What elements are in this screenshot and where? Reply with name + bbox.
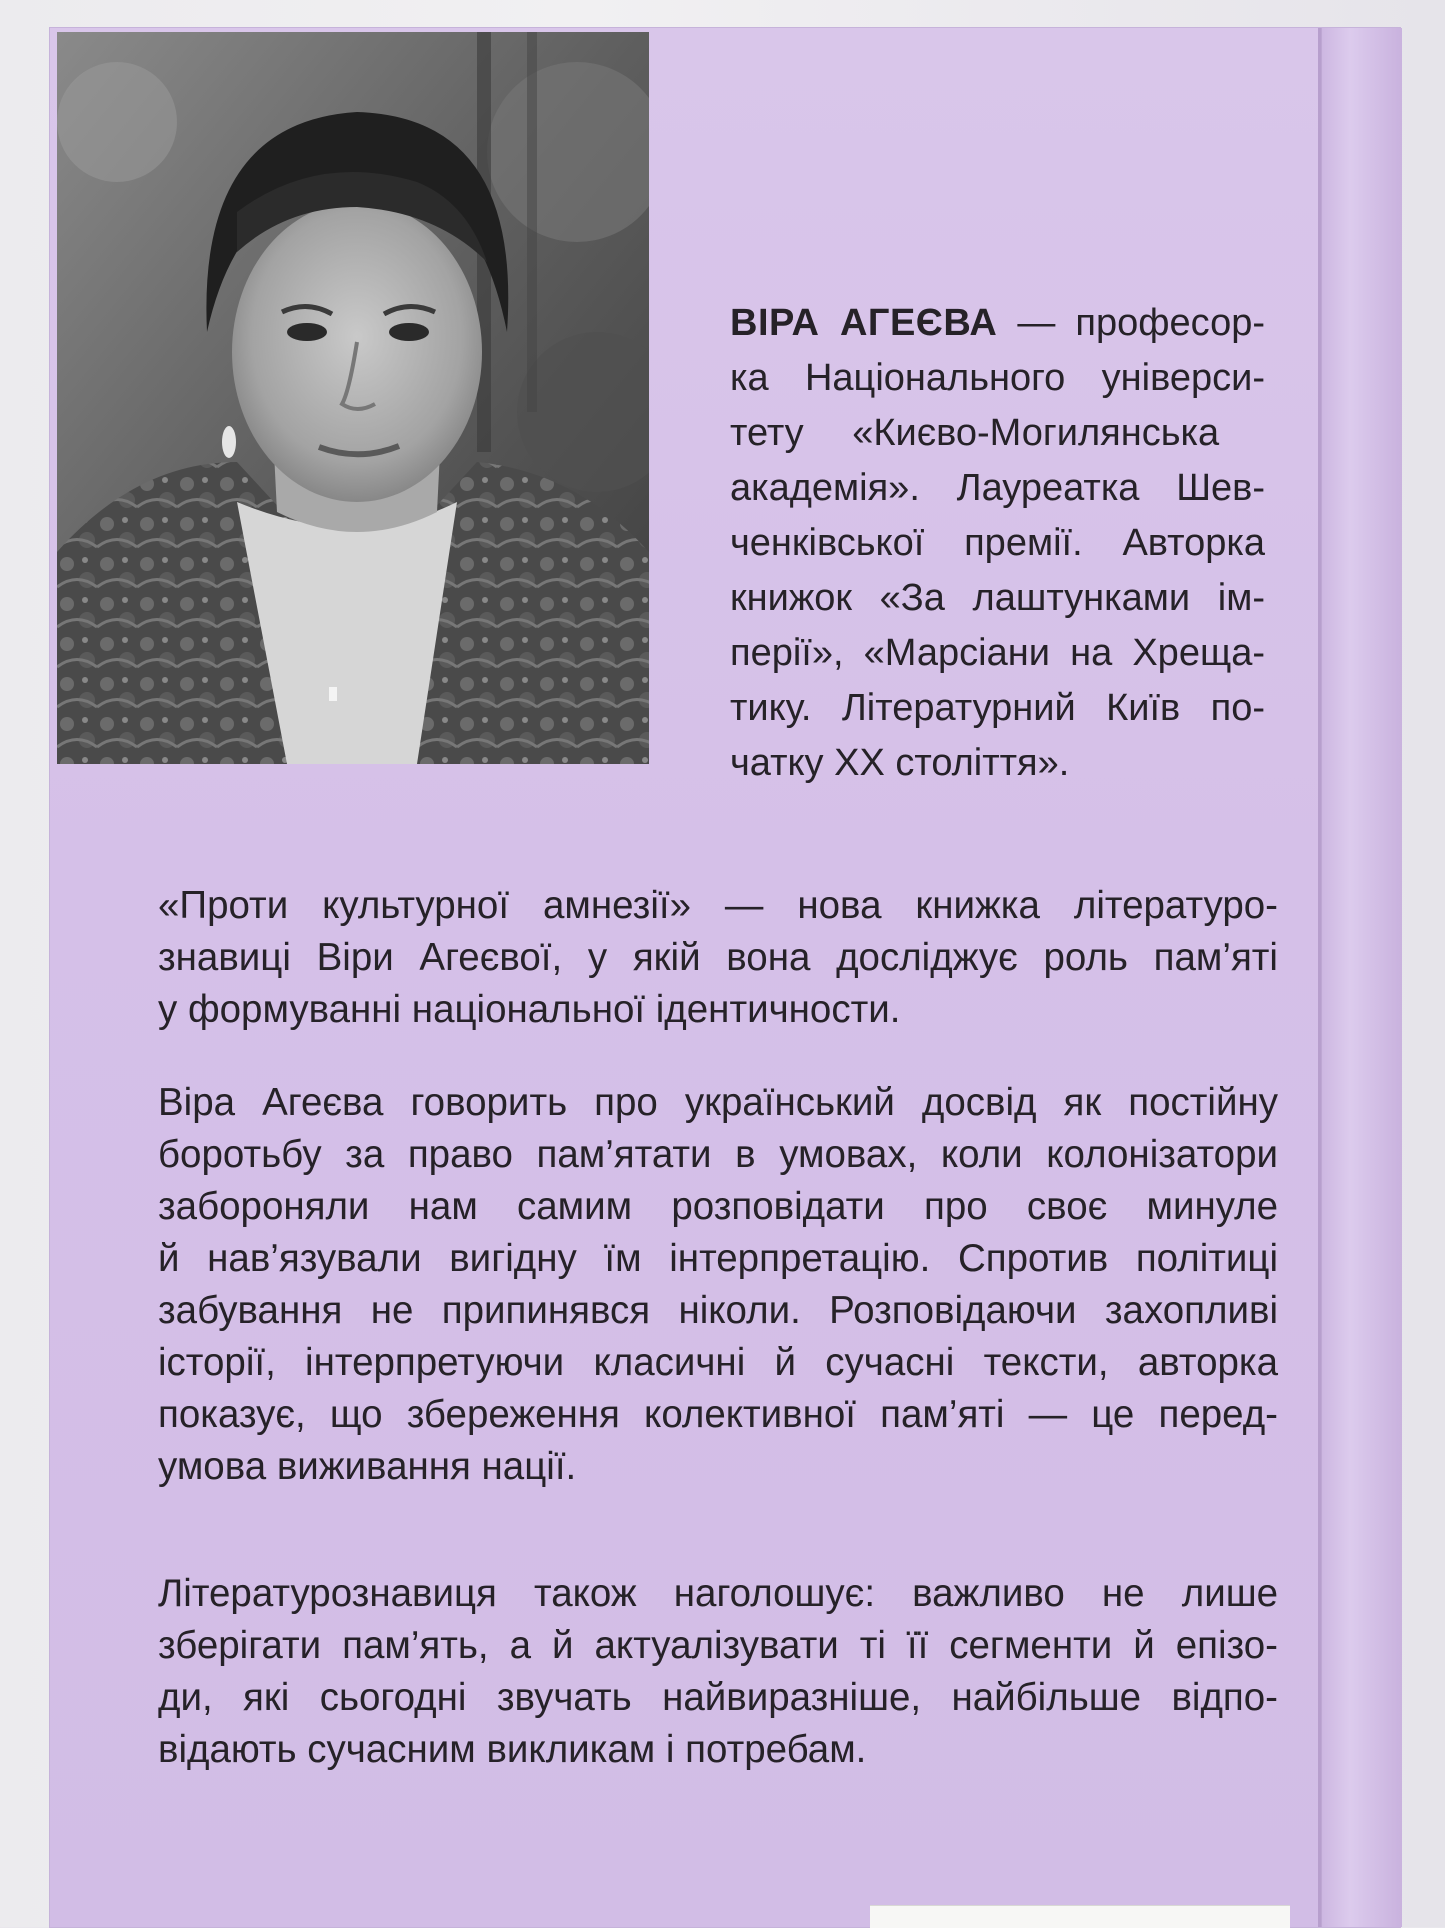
paragraph-line: Літературознавиця також наголошує: важливо не лише bbox=[158, 1572, 1278, 1615]
paragraph-line: у формуванні національної ідентичности. bbox=[158, 988, 901, 1031]
paragraph-line: «Проти культурної амнезії» — нова книжка літературо- bbox=[158, 884, 1278, 927]
paragraph-line: показує, що збереження колективної пам’яті — це перед- bbox=[158, 1393, 1278, 1436]
cover-hinge bbox=[1318, 28, 1321, 1927]
paragraph-line: забороняли нам самим розповідати про своє минуле bbox=[158, 1185, 1278, 1228]
barcode-sticker bbox=[870, 1905, 1290, 1928]
bio-line-8: тику. Літературний Київ по- bbox=[730, 687, 1265, 729]
paragraph-line: знавиці Віри Агеєвої, у якій вона досліджує роль пам’яті bbox=[158, 936, 1278, 979]
paragraph-line: ди, які сьогодні звучать найвиразніше, найбільше відпо- bbox=[158, 1676, 1278, 1719]
description-paragraph-3 bbox=[158, 1568, 1278, 1776]
description-paragraph-1 bbox=[158, 880, 1278, 1036]
paragraph-line: боротьбу за право пам’ятати в умовах, коли колонізатори bbox=[158, 1133, 1278, 1176]
bio-lead: — професор- bbox=[1017, 302, 1265, 344]
bio-line-1 bbox=[730, 296, 1265, 351]
bio-line-2: ка Національного універси- bbox=[730, 357, 1265, 399]
paragraph-line: зберігати пам’ять, а й актуалізувати ті її сегменти й епізо- bbox=[158, 1624, 1278, 1667]
paragraph-line: умова виживання нації. bbox=[158, 1445, 577, 1488]
author-photo bbox=[57, 32, 649, 764]
author-bio bbox=[730, 296, 1265, 791]
paragraph-line: історії, інтерпретуючи класичні й сучасні тексти, авторка bbox=[158, 1341, 1278, 1384]
bio-line-9: чатку ХХ століття». bbox=[730, 742, 1070, 784]
paragraph-line: відають сучасним викликам і потребам. bbox=[158, 1728, 867, 1771]
bio-line-7: перії», «Марсіани на Хреща- bbox=[730, 632, 1265, 674]
author-name: ВІРА АГЕЄВА bbox=[730, 302, 998, 344]
bio-line-6: книжок «За лаштунками ім- bbox=[730, 577, 1265, 619]
bio-line-4: академія». Лауреатка Шев- bbox=[730, 467, 1265, 509]
book-spine-edge bbox=[1320, 28, 1402, 1927]
paragraph-line: й нав’язували вигідну їм інтерпретацію. Спротив політиці bbox=[158, 1237, 1278, 1280]
paragraph-line: Віра Агеєва говорить про український досвід як постійну bbox=[158, 1081, 1278, 1124]
bio-line-5: ченківської премії. Авторка bbox=[730, 522, 1265, 564]
bio-line-3: тету «Києво-Могилянська bbox=[730, 412, 1220, 454]
description-paragraph-2 bbox=[158, 1077, 1278, 1493]
paragraph-line: забування не припинявся ніколи. Розповідаючи захопливі bbox=[158, 1289, 1278, 1332]
